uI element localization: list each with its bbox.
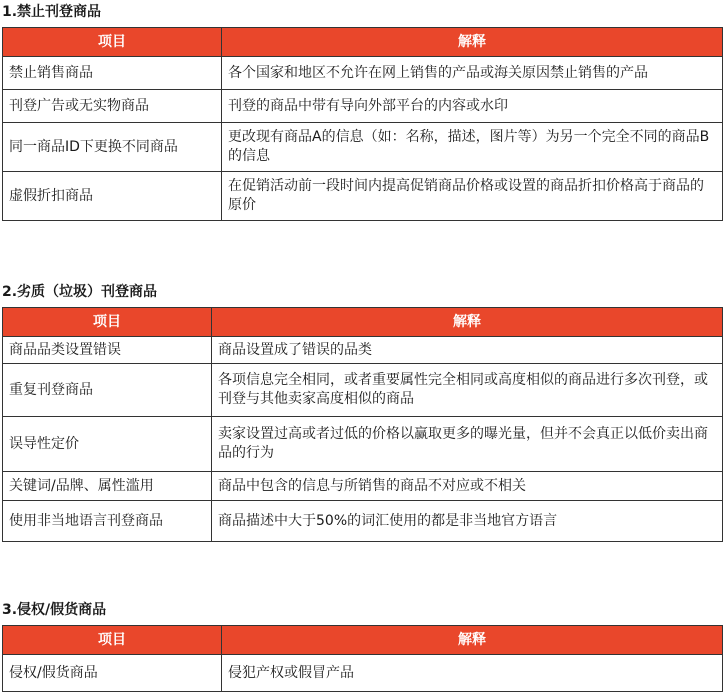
column-header-description: 解释 [222,626,723,655]
row-item-cell: 同一商品ID下更换不同商品 [3,123,222,172]
row-description-cell: 各个国家和地区不允许在网上销售的产品或海关原因禁止销售的产品 [222,57,723,90]
row-description-cell: 商品设置成了错误的品类 [212,337,723,364]
table-header-row [3,28,723,57]
prohibited-listings-table [2,27,723,221]
table-row [3,172,723,221]
row-item-cell: 禁止销售商品 [3,57,222,90]
row-item-cell: 虚假折扣商品 [3,172,222,221]
table-row [3,501,723,542]
table-row [3,655,723,692]
column-header-item: 项目 [3,28,222,57]
column-header-description: 解释 [212,308,723,337]
table-row [3,123,723,172]
row-item-cell: 使用非当地语言刊登商品 [3,501,212,542]
table-row [3,337,723,364]
section-low-quality-listings [0,282,724,542]
infringing-counterfeit-table [2,625,723,692]
row-description-cell: 刊登的商品中带有导向外部平台的内容或水印 [222,90,723,123]
column-header-description: 解释 [222,28,723,57]
row-description-cell: 商品中包含的信息与所销售的商品不对应或不相关 [212,472,723,501]
row-description-cell: 商品描述中大于50%的词汇使用的都是非当地官方语言 [212,501,723,542]
column-header-item: 项目 [3,308,212,337]
row-description-cell: 各项信息完全相同，或者重要属性完全相同或高度相似的商品进行多次刊登，或刊登与其他卖家高度相似的商品 [212,364,723,417]
table-row [3,472,723,501]
column-header-item: 项目 [3,626,222,655]
section-title: 1.禁止刊登商品 [2,4,102,20]
section-infringing-counterfeit [0,600,724,692]
row-item-cell: 误导性定价 [3,417,212,472]
table-header-row [3,626,723,655]
low-quality-listings-table [2,307,723,542]
table-row [3,90,723,123]
section-title: 2.劣质（垃圾）刊登商品 [2,284,158,300]
table-row [3,364,723,417]
row-item-cell: 刊登广告或无实物商品 [3,90,222,123]
section-title: 3.侵权/假货商品 [2,602,107,618]
row-description-cell: 更改现有商品A的信息（如：名称，描述，图片等）为另一个完全不同的商品B的信息 [222,123,723,172]
row-description-cell: 卖家设置过高或者过低的价格以赢取更多的曝光量，但并不会真正以低价卖出商品的行为 [212,417,723,472]
table-row [3,417,723,472]
table-row [3,57,723,90]
row-item-cell: 关键词/品牌、属性滥用 [3,472,212,501]
row-item-cell: 重复刊登商品 [3,364,212,417]
row-description-cell: 侵犯产权或假冒产品 [222,655,723,692]
row-description-cell: 在促销活动前一段时间内提高促销商品价格或设置的商品折扣价格高于商品的原价 [222,172,723,221]
table-header-row [3,308,723,337]
section-prohibited-listings [0,2,724,221]
row-item-cell: 侵权/假货商品 [3,655,222,692]
row-item-cell: 商品品类设置错误 [3,337,212,364]
